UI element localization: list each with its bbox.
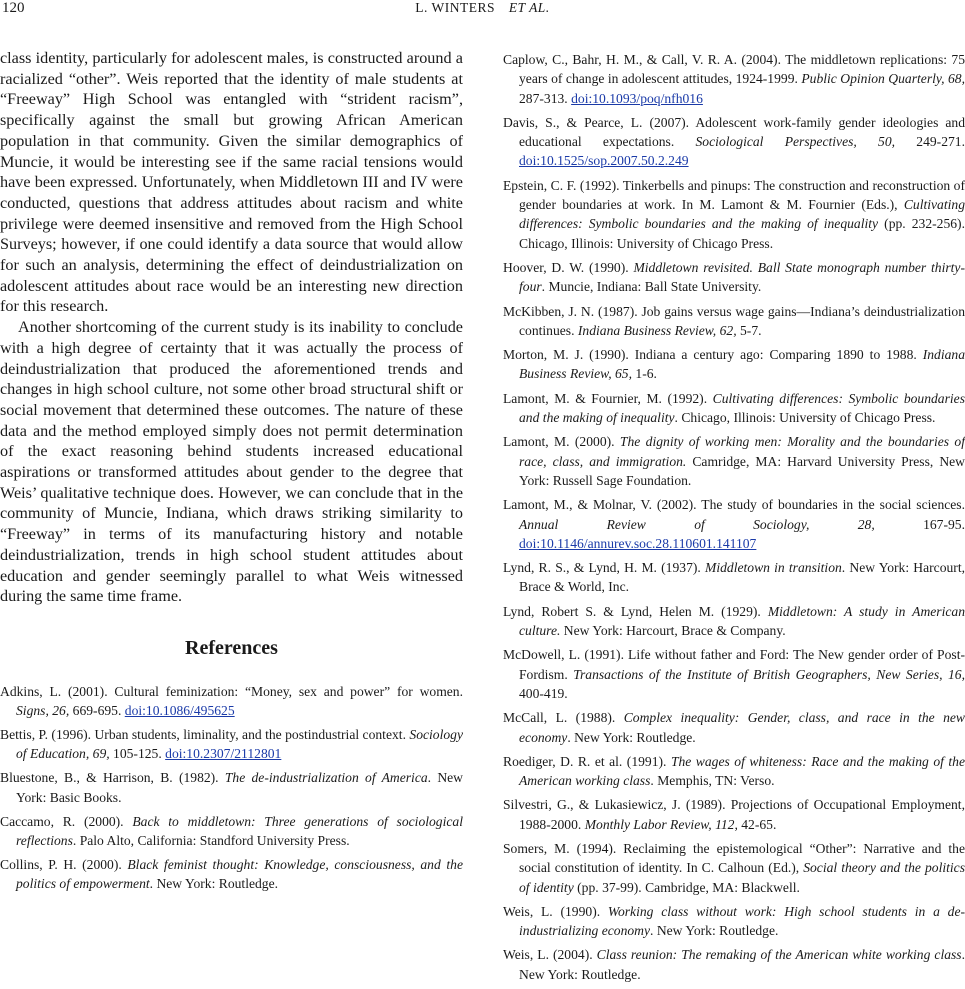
reference-text: . Muncie, Indiana: Ball State University.: [541, 279, 762, 295]
reference-entry: [503, 50, 965, 108]
reference-text: Caplow, C., Bahr, H. M., & Call, V. R. A. (2004). The middletown replications: 75 years of change in adolescent attitudes, 1924-1999.: [503, 52, 965, 87]
reference-title: Transactions of the Institute of British Geographers, New Series, 16,: [573, 666, 965, 682]
reference-text: 5-7.: [736, 322, 762, 338]
reference-entry: [503, 839, 965, 897]
reference-title: Cultivating differences: Symbolic boundaries and the making of inequality: [519, 390, 965, 426]
references-list-right: [503, 50, 965, 984]
reference-text: Davis, S., & Pearce, L. (2007). Adolescent work-family gender ideologies and educational expectations.: [503, 114, 965, 150]
reference-text: Weis, L. (2004).: [503, 947, 597, 963]
reference-title: Black feminist thought: Knowledge, consciousness, and the politics of empowerment: [16, 856, 463, 892]
reference-text: . Palo Alto, California: Standford University Press.: [72, 832, 350, 848]
reference-text: 400-419.: [519, 685, 568, 701]
reference-text: New York: Harcourt, Brace & Company.: [560, 623, 786, 639]
reference-entry: [0, 725, 463, 764]
reference-text: Caccamo, R. (2000).: [0, 813, 133, 829]
reference-entry: [503, 945, 965, 984]
reference-text: Lamont, M. & Fournier, M. (1992).: [503, 390, 713, 406]
reference-text: . New York: Routledge.: [567, 729, 696, 745]
reference-title: Monthly Labor Review, 112,: [584, 816, 738, 832]
reference-text: Lamont, M. (2000).: [503, 434, 620, 450]
reference-title: Social theory and the politics of identity: [519, 860, 965, 895]
reference-text: Silvestri, G., & Lukasiewicz, J. (1989). Projections of Occupational Employment, 1988-2000.: [503, 797, 965, 832]
reference-entry: [0, 812, 463, 851]
reference-entry: [503, 708, 965, 747]
reference-title: Middletown revisited. Ball State monograph number thirty-four: [519, 259, 965, 295]
reference-entry: [503, 902, 965, 941]
doi-link[interactable]: doi:10.1093/poq/nfh016: [571, 90, 703, 106]
reference-entry: [503, 495, 965, 553]
reference-text: 287-313.: [519, 90, 572, 106]
body-paragraph: class identity, particularly for adolescent males, is constructed around a racialized “other”. Weis reported that the identity of male students at “Freeway” High School was entangled with “strident racism”, specifically against the small but growing African American population in that community. Given the similar demographics of Muncie, it would be interesting see if the same racial tensions would have been expressed. Unfortunately, when Middletown III and IV were conducted, questions that address attitudes about racism and white privilege were deemed insensitive and removed from the High School Surveys; however, if one could identify a data source that would allow for such an analysis, determining the effect of deindustrialization on adolescent attitudes about race would be an interesting new direction for this research.: [0, 49, 463, 316]
reference-text: Epstein, C. F. (1992). Tinkerbells and pinups: The construction and reconstruction of gender boundaries at work. In M. Lamont & M. Fournier (Eds.),: [503, 177, 965, 213]
reference-entry: [503, 558, 965, 597]
reference-text: Adkins, L. (2001). Cultural feminization: “Money, sex and power” for women.: [0, 683, 463, 699]
reference-text: 167-95.: [874, 516, 965, 532]
reference-title: The dignity of working men: Morality and the boundaries of race, class, and immigration.: [519, 434, 965, 469]
reference-text: Lynd, Robert S. & Lynd, Helen M. (1929).: [503, 603, 768, 619]
reference-title: Public Opinion Quarterly, 68,: [801, 71, 965, 87]
reference-text: Bettis, P. (1996). Urban students, liminality, and the postindustrial context.: [0, 727, 410, 743]
reference-text: . Memphis, TN: Verso.: [650, 773, 775, 789]
reference-text: . New York: Routledge.: [650, 923, 779, 939]
reference-text: . New York: Harcourt, Brace & World, Inc.: [519, 560, 965, 595]
doi-link[interactable]: doi:10.1525/sop.2007.50.2.249: [519, 153, 689, 169]
reference-text: 42-65.: [737, 816, 777, 832]
reference-text: Bluestone, B., & Harrison, B. (1982).: [0, 770, 225, 786]
reference-text: . New York: Basic Books.: [16, 770, 464, 805]
reference-text: (pp. 232-256). Chicago, Illinois: University of Chicago Press.: [519, 216, 965, 251]
reference-text: Roediger, D. R. et al. (1991).: [503, 753, 671, 769]
reference-title: Middletown in transition: [705, 560, 842, 576]
reference-entry: [503, 645, 965, 703]
doi-link[interactable]: doi:10.2307/2112801: [165, 746, 282, 762]
reference-entry: [503, 258, 965, 297]
reference-title: Sociological Perspectives, 50,: [695, 134, 896, 150]
reference-text: 669-695.: [69, 703, 125, 719]
right-column: [503, 50, 965, 989]
reference-text: Morton, M. J. (1990). Indiana a century ago: Comparing 1890 to 1988.: [503, 347, 923, 363]
reference-text: Weis, L. (1990).: [503, 903, 608, 919]
reference-title: Annual Review of Sociology, 28,: [519, 516, 875, 532]
reference-text: . New York: Routledge.: [519, 947, 965, 982]
reference-entry: [503, 345, 965, 384]
reference-title: Indiana Business Review, 62,: [577, 322, 737, 338]
reference-text: Lamont, M., & Molnar, V. (2002). The study of boundaries in the social sciences.: [503, 497, 965, 513]
reference-title: The wages of whiteness: Race and the making of the American working class: [519, 753, 965, 789]
left-column: [0, 48, 463, 898]
page-number: 120: [2, 0, 25, 16]
reference-title: Cultivating differences: Symbolic boundaries and the making of inequality: [519, 197, 965, 232]
reference-text: Collins, P. H. (2000).: [0, 856, 128, 872]
reference-text: (pp. 37-99). Cambridge, MA: Blackwell.: [573, 879, 800, 895]
reference-text: Somers, M. (1994). Reclaiming the epistemological “Other”: Narrative and the social constitution of identity. In C. Calhoun (Ed.),: [503, 840, 965, 876]
reference-text: 1-6.: [632, 366, 657, 382]
references-list-left: [0, 682, 463, 893]
reference-text: Camridge, MA: Harvard University Press, New York: Russell Sage Foundation.: [519, 453, 965, 488]
reference-entry: [503, 752, 965, 791]
reference-text: 105-125.: [109, 746, 166, 762]
reference-entry: [0, 768, 463, 807]
running-head-author: L. WINTERS: [415, 0, 496, 15]
reference-text: . Chicago, Illinois: University of Chicago Press.: [674, 410, 936, 426]
reference-text: McKibben, J. N. (1987). Job gains versus wage gains—Indiana’s deindustrialization continues.: [503, 303, 965, 338]
reference-title: Working class without work: High school students in a de-industrializing economy: [519, 903, 965, 939]
reference-title: Indiana Business Review, 65,: [519, 347, 965, 382]
reference-entry: [503, 389, 965, 428]
reference-title: Signs, 26,: [16, 703, 70, 719]
reference-entry: [503, 795, 965, 834]
reference-entry: [0, 855, 463, 894]
reference-title: Complex inequality: Gender, class, and race in the new economy: [519, 710, 965, 745]
reference-text: McCall, L. (1988).: [503, 710, 624, 726]
doi-link[interactable]: doi:10.1146/annurev.soc.28.110601.141107: [519, 535, 757, 551]
reference-text: . New York: Routledge.: [149, 876, 279, 892]
reference-entry: [503, 302, 965, 341]
running-head-etal: ET AL.: [508, 0, 550, 15]
reference-title: Class reunion: The remaking of the American white working class: [596, 947, 962, 963]
reference-text: McDowell, L. (1991). Life without father and Ford: The New gender order of Post-Fordism.: [503, 647, 965, 682]
reference-text: Hoover, D. W. (1990).: [503, 259, 634, 275]
reference-entry: [0, 682, 463, 721]
reference-title: Sociology of Education, 69,: [16, 727, 463, 762]
doi-link[interactable]: doi:10.1086/495625: [124, 703, 235, 719]
reference-text: 249-271.: [895, 134, 965, 150]
body-paragraph: Another shortcoming of the current study is its inability to conclude with a high degree of certainty that it was actually the process of deindustrialization that produced the aforementioned trends and changes in high school culture, not some other broad structural shift or social movement that determined these outcomes. The nature of these data and the method employed simply does not permit determination of the exact reasoning behind students increased educational aspirations or transformed attitudes about gender to the degree that Weis’ qualitative technique does. However, we can conclude that in the community of Muncie, Indiana, which draws striking similarity to “Freeway” in terms of its manufacturing history and notable deindustrialization, trends in high school student attitudes about education and gender seemingly parallel to what Weis witnessed during the same time frame.: [0, 318, 463, 606]
running-head: [0, 0, 965, 16]
reference-entry: [503, 113, 965, 171]
reference-entry: [503, 176, 965, 253]
page-header: [0, 0, 965, 24]
reference-title: Middletown: A study in American culture.: [519, 603, 965, 639]
references-heading: References: [185, 636, 278, 659]
reference-text: Lynd, R. S., & Lynd, H. M. (1937).: [503, 560, 705, 576]
reference-title: The de-industrialization of America: [224, 770, 428, 786]
body-text: [0, 48, 463, 607]
reference-title: Back to middletown: Three generations of sociological reflections: [16, 813, 463, 848]
reference-entry: [503, 602, 965, 641]
reference-entry: [503, 432, 965, 490]
